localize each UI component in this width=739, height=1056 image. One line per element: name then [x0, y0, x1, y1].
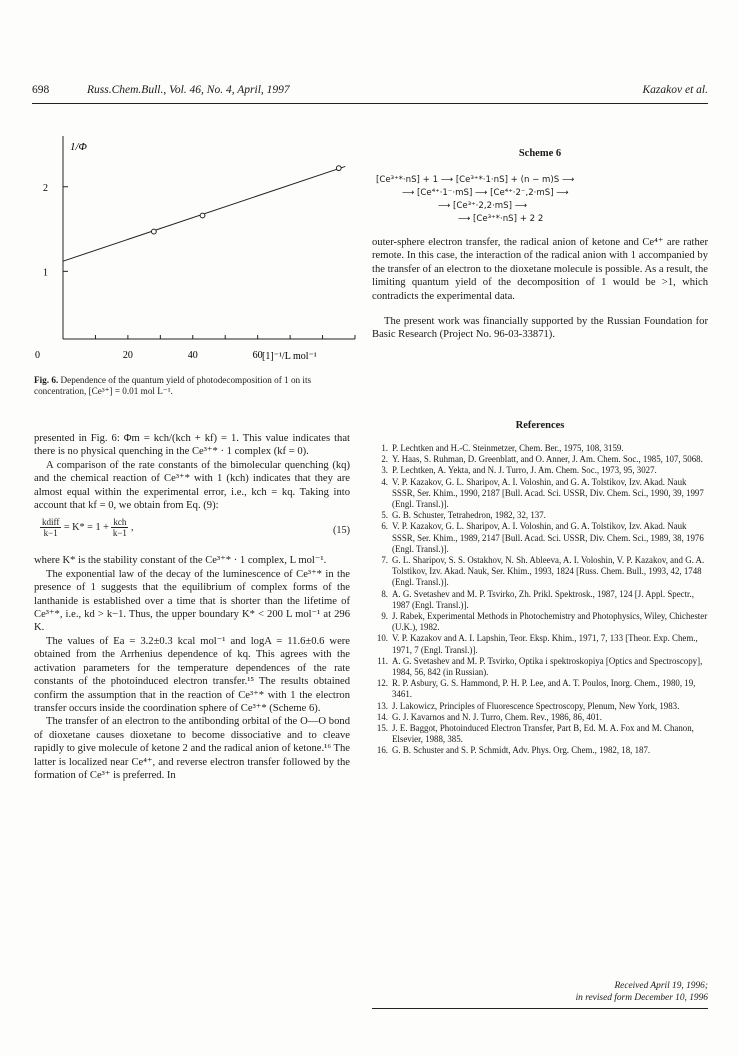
x-tick-label: 40	[187, 350, 198, 361]
footer-rule	[372, 1008, 708, 1009]
reference-item	[372, 521, 708, 555]
reference-text: G. L. Sharipov, S. S. Ostakhov, N. Sh. Ableeva, A. I. Voloshin, V. P. Kazakov, and G. A. Tolstikov, Izv. Akad. Nauk, Ser. Khim., 1993, 1824 [Russ. Chem. Bull., 1993, 42, 1748 (Engl. Transl.)].	[392, 555, 705, 588]
received-line: Received April 19, 1996;	[614, 981, 708, 991]
reference-text: Y. Haas, S. Ruhman, D. Greenblatt, and O. Anner, J. Am. Chem. Soc., 1985, 107, 5068.	[392, 454, 703, 465]
reference-text: V. P. Kazakov, G. L. Sharipov, A. I. Voloshin, and G. A. Tolstikov, Izv. Akad. Nauk SSSR, Ser. Khim., 1989, 2147 [Bull. Acad. Sci. USSR, Div. Chem. Sci., 1989, 38, 1976 (Engl. Transl.)].	[392, 521, 704, 554]
data-point	[200, 213, 205, 218]
scheme-line: ⟶ [Ce⁴⁺·1⁻·mS] ⟶ [Ce⁴⁺·2⁻,2·mS] ⟶	[402, 188, 569, 198]
paragraph: The exponential law of the decay of the luminescence of Ce³⁺* in the presence of 1 suggests that the equilibrium of complex forms of the lanthanide is established over a time that is shorter than the lifetime of Ce³⁺*, i.e., kd > k−1. Thus, the upper boundary K* < 200 L mol⁻¹ at 296 K.	[34, 568, 350, 634]
reference-number: 10.	[376, 633, 388, 644]
reference-item	[372, 745, 708, 756]
reference-item	[372, 465, 708, 476]
scheme-line: ⟶ [Ce³⁺·2,2·mS] ⟶	[438, 201, 528, 211]
reference-number: 3.	[381, 465, 388, 476]
equation-end: ,	[130, 522, 134, 534]
data-point	[336, 166, 341, 171]
paragraph: The values of Ea = 3.2±0.3 kcal mol⁻¹ and logA = 11.6±0.6 were obtained from the Arrhenius dependence of kq. This agrees with the activation parameters for the temperature dependences of the rate constants of the photoinduced electron transfer.¹⁵ The results obtained confirm the assumption that in the reaction of Ce³⁺* with 1 the electron transfer occurs inside the coordination sphere of Ce³⁺* (Scheme 6).	[34, 635, 350, 714]
data-point	[151, 229, 156, 234]
reference-number: 15.	[376, 723, 388, 734]
equation-fraction	[111, 517, 128, 538]
reference-text: V. P. Kazakov, G. L. Sharipov, A. I. Voloshin, and G. A. Tolstikov, Izv. Akad. Nauk SSSR, Ser. Khim., 1990, 2187 [Bull. Acad. Sci. USSR, Div. Chem. Sci., 1990, 39, 1997 (Engl. Transl.)].	[392, 476, 704, 510]
reference-item	[372, 477, 708, 511]
reference-text: A. G. Svetashev and M. P. Tsvirko, Zh. Prikl. Spektrosk., 1987, 124 [J. Appl. Spectr., 1987 (Engl. Transl.)].	[392, 588, 694, 610]
y-axis-label: 1/Φ	[70, 141, 87, 153]
reference-item	[372, 611, 708, 633]
x-tick-label: 20	[122, 350, 133, 361]
references-section	[372, 420, 708, 757]
scheme-body	[372, 175, 708, 224]
y-tick-label: 1	[43, 267, 48, 279]
reference-item	[372, 510, 708, 521]
references-title: References	[515, 420, 565, 431]
reference-item	[372, 656, 708, 678]
reference-item	[372, 712, 708, 723]
paragraph: The transfer of an electron to the antibonding orbital of the O—O bond of dioxetane causes dioxetane to become dissociative and to cleave rapidly to give molecule of ketone 2 and the radical anion of ketone.¹⁶ The latter is localized near Ce⁴⁺, and reverse electron transfer followed by the formation of Ce³⁺ is preferred. In	[34, 716, 350, 781]
x-tick-label: 60	[252, 350, 263, 361]
reference-text: P. Lechtken and H.-C. Steinmetzer, Chem. Ber., 1975, 108, 3159.	[392, 443, 624, 453]
reference-text: G. B. Schuster, Tetrahedron, 1982, 32, 137.	[392, 510, 546, 521]
figure-6	[30, 126, 360, 371]
reference-text: V. P. Kazakov and A. I. Lapshin, Teor. Eksp. Khim., 1971, 7, 133 [Theor. Exp. Chem., 1971, 7 (Engl. Transl.)].	[392, 633, 698, 655]
reference-number: 7.	[381, 555, 388, 566]
figure-caption-text: Dependence of the quantum yield of photodecomposition of 1 on its concentration, [Ce³⁺] = 0.01 mol L⁻¹.	[34, 375, 312, 397]
reference-number: 16.	[376, 745, 388, 756]
paragraph: where K* is the stability constant of the Ce³⁺* · 1 complex, L mol⁻¹.	[34, 555, 327, 567]
reference-item	[372, 443, 708, 454]
scheme-title: Scheme 6	[518, 148, 562, 159]
running-authors: Kazakov et al.	[642, 84, 708, 96]
equation-denominator: k−1	[43, 528, 58, 539]
reference-item	[372, 555, 708, 589]
reference-number: 5.	[381, 510, 388, 521]
reference-text: J. Lakowicz, Principles of Fluorescence Spectroscopy, Plenum, New York, 1983.	[392, 700, 680, 711]
left-column-text	[34, 432, 350, 782]
reference-number: 13.	[376, 700, 388, 711]
paragraph: A comparison of the rate constants of the bimolecular quenching (kq) and the chemical reaction of Ce³⁺* with 1 (kch) indicates that they are almost equal within the experimental error, i.e., kch = kq. Taking into account that kf = 0, we obtain from Eq. (9):	[34, 459, 350, 512]
equation-number: (15)	[333, 525, 350, 537]
header-rule	[32, 103, 708, 104]
journal-citation: Russ.Chem.Bull., Vol. 46, No. 4, April, 1997	[87, 84, 290, 96]
x-tick-label: 0	[35, 350, 40, 361]
reference-item	[372, 678, 708, 700]
reference-text: R. P. Asbury, G. S. Hammond, P. H. P. Lee, and A. T. Poulos, Inorg. Chem., 1980, 19, 3461.	[392, 678, 696, 700]
reference-item	[372, 701, 708, 712]
reference-number: 8.	[381, 588, 388, 599]
reference-number: 11.	[377, 655, 388, 666]
reference-number: 12.	[376, 678, 388, 689]
reference-number: 4.	[381, 476, 388, 487]
paragraph: outer-sphere electron transfer, the radical anion of ketone and Ce⁴⁺ are rather remote. In this case, the interaction of the radical anion with 1 accompanied by the transfer of an electron to the dioxetane molecule is possible. As a result, the limiting quantum yield of the decomposition of 1 would be >1, which contradicts the experimental data.	[372, 237, 708, 302]
reference-text: P. Lechtken, A. Yekta, and N. J. Turro, J. Am. Chem. Soc., 1973, 95, 3027.	[392, 465, 657, 476]
figure-caption	[34, 375, 350, 398]
reference-number: 6.	[381, 521, 388, 532]
reference-item	[372, 633, 708, 655]
paragraph: presented in Fig. 6: Φm = kch/(kch + kf) = 1. This value indicates that there is no physical quenching in the Ce³⁺* · 1 complex (kf = 0).	[34, 433, 350, 458]
equation-numerator: kch	[113, 517, 127, 528]
equation-numerator: kdiff	[42, 517, 60, 528]
reference-text: J. E. Baggot, Photoinduced Electron Transfer, Part B, Ed. M. A. Fox and M. Chanon, Elsevier, 1988, 385.	[392, 723, 694, 745]
figure-caption-label: Fig. 6.	[34, 375, 59, 385]
reference-number: 9.	[381, 611, 388, 622]
right-column-text	[372, 236, 708, 342]
x-axis-label: [1]⁻¹/L mol⁻¹	[262, 351, 317, 362]
equation-denominator: k−1	[112, 528, 127, 539]
equation-middle: = K* = 1 +	[63, 522, 109, 534]
reference-number: 1.	[381, 443, 388, 453]
paragraph: The present work was financially supported by the Russian Foundation for Basic Research (Project No. 96-03-33871).	[372, 316, 708, 341]
scheme-line: ⟶ [Ce³⁺*·nS] + 2 2	[458, 214, 544, 224]
scheme-line: [Ce³⁺*·nS] + 1 ⟶ [Ce³⁺*·1·nS] + (n − m)S ⟶	[376, 175, 575, 185]
equation-fraction	[40, 517, 61, 538]
received-dates	[372, 980, 708, 1004]
reference-number: 14.	[376, 711, 388, 722]
reference-item	[372, 589, 708, 611]
equation-15	[34, 517, 350, 551]
reference-text: G. J. Kavarnos and N. J. Turro, Chem. Rev., 1986, 86, 401.	[392, 711, 602, 722]
reference-item	[372, 723, 708, 745]
reference-text: J. Rabek, Experimental Methods in Photochemistry and Photophysics, Wiley, Chichester (U.K.), 1982.	[392, 611, 708, 633]
figure-6-chart	[30, 126, 360, 371]
scheme-6	[372, 148, 708, 224]
reference-number: 2.	[381, 454, 388, 465]
revised-line: in revised form December 10, 1996	[575, 993, 708, 1003]
reference-text: A. G. Svetashev and M. P. Tsvirko, Optika i spektroskopiya [Optics and Spectroscopy], 1984, 56, 842 (in Russian).	[392, 655, 703, 678]
reference-item	[372, 454, 708, 465]
page-number: 698	[32, 84, 50, 96]
references-list	[372, 443, 708, 757]
y-tick-label: 2	[43, 182, 48, 194]
reference-text: G. B. Schuster and S. P. Schmidt, Adv. Phys. Org. Chem., 1982, 18, 187.	[392, 745, 651, 756]
running-header	[32, 84, 708, 104]
